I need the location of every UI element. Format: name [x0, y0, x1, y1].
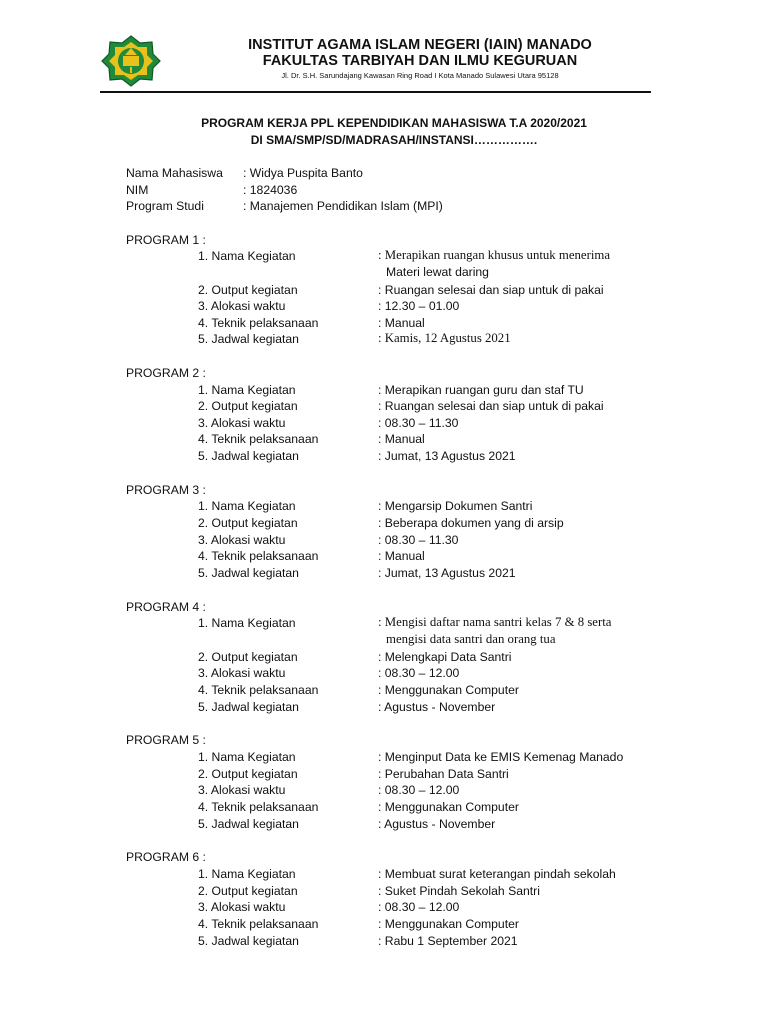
item-value-continuation: Materi lewat daring	[386, 265, 489, 279]
item-value: : Suket Pindah Sekolah Santri	[378, 884, 540, 898]
item-label: 3. Alokasi waktu	[198, 666, 286, 680]
item-label: 4. Teknik pelaksanaan	[198, 432, 319, 446]
item-label: 1. Nama Kegiatan	[198, 249, 296, 263]
item-value: : Jumat, 13 Agustus 2021	[378, 449, 516, 463]
item-value: : Ruangan selesai dan siap untuk di pakai	[378, 399, 604, 413]
item-label: 4. Teknik pelaksanaan	[198, 549, 319, 563]
faculty-name: FAKULTAS TARBIYAH DAN ILMU KEGURUAN	[262, 53, 578, 69]
item-label: 1. Nama Kegiatan	[198, 867, 296, 881]
student-nim-value: : 1824036	[243, 183, 298, 197]
student-name-label: Nama Mahasiswa	[126, 166, 223, 180]
item-value: : 08.30 – 11.30	[378, 533, 459, 547]
item-label: 2. Output kegiatan	[198, 884, 298, 898]
item-label: 3. Alokasi waktu	[198, 416, 286, 430]
item-value: : Membuat surat keterangan pindah sekolah	[378, 867, 616, 881]
item-label: 2. Output kegiatan	[198, 283, 298, 297]
item-label: 2. Output kegiatan	[198, 399, 298, 413]
header-divider	[100, 91, 651, 93]
item-value: : Mengarsip Dokumen Santri	[378, 499, 533, 513]
item-label: 3. Alokasi waktu	[198, 783, 286, 797]
item-value: : Agustus - November	[378, 817, 496, 831]
item-value: : Ruangan selesai dan siap untuk di pakai	[378, 283, 604, 297]
student-name-value: : Widya Puspita Banto	[243, 166, 363, 180]
item-value: : Menggunakan Computer	[378, 683, 519, 697]
program-heading: PROGRAM 5 :	[126, 733, 206, 747]
item-label: 1. Nama Kegiatan	[198, 499, 296, 513]
item-label: 4. Teknik pelaksanaan	[198, 917, 319, 931]
program-heading: PROGRAM 1 :	[126, 233, 206, 247]
item-label: 5. Jadwal kegiatan	[198, 449, 299, 463]
item-value: : Menggunakan Computer	[378, 917, 519, 931]
item-label: 1. Nama Kegiatan	[198, 616, 296, 630]
item-value: : Manual	[378, 316, 425, 330]
item-label: 2. Output kegiatan	[198, 516, 298, 530]
institution-address: Jl. Dr. S.H. Sarundajang Kawasan Ring Road I Kota Manado Sulawesi Utara 95128	[281, 71, 559, 80]
item-value: : 08.30 – 11.30	[378, 416, 459, 430]
program-heading: PROGRAM 2 :	[126, 366, 206, 380]
student-program-value: : Manajemen Pendidikan Islam (MPI)	[243, 199, 443, 213]
item-value: : Menggunakan Computer	[378, 800, 519, 814]
item-label: 1. Nama Kegiatan	[198, 750, 296, 764]
item-label: 5. Jadwal kegiatan	[198, 566, 299, 580]
item-value: : Merapikan ruangan guru dan staf TU	[378, 383, 584, 397]
item-value: : Manual	[378, 432, 425, 446]
program-heading: PROGRAM 3 :	[126, 483, 206, 497]
item-value: : Rabu 1 September 2021	[378, 934, 518, 948]
document-subtitle: DI SMA/SMP/SD/MADRASAH/INSTANSI…………….	[250, 133, 538, 147]
program-heading: PROGRAM 4 :	[126, 600, 206, 614]
item-label: 5. Jadwal kegiatan	[198, 332, 299, 346]
student-program-label: Program Studi	[126, 199, 204, 213]
iain-manado-logo-icon	[100, 34, 162, 88]
item-value: : Beberapa dokumen yang di arsip	[378, 516, 564, 530]
item-label: 4. Teknik pelaksanaan	[198, 316, 319, 330]
institution-name: INSTITUT AGAMA ISLAM NEGERI (IAIN) MANADO	[248, 37, 592, 53]
item-value: : Jumat, 13 Agustus 2021	[378, 566, 516, 580]
item-value: : Menginput Data ke EMIS Kemenag Manado	[378, 750, 624, 764]
item-label: 3. Alokasi waktu	[198, 299, 286, 313]
item-value: : Mengisi daftar nama santri kelas 7 & 8 serta	[378, 615, 612, 629]
item-value: : Manual	[378, 549, 425, 563]
item-value: : Merapikan ruangan khusus untuk menerima	[378, 248, 611, 262]
document-title: PROGRAM KERJA PPL KEPENDIDIKAN MAHASISWA T.A 2020/2021	[201, 116, 587, 130]
item-value: : 08.30 – 12.00	[378, 900, 460, 914]
program-heading: PROGRAM 6 :	[126, 850, 206, 864]
item-value: : 08.30 – 12.00	[378, 666, 460, 680]
item-label: 3. Alokasi waktu	[198, 900, 286, 914]
item-label: 1. Nama Kegiatan	[198, 383, 296, 397]
item-value: : Kamis, 12 Agustus 2021	[378, 331, 511, 345]
item-label: 4. Teknik pelaksanaan	[198, 800, 319, 814]
item-value: : Agustus - November	[378, 700, 496, 714]
item-value: : 12.30 – 01.00	[378, 299, 460, 313]
item-value: : 08.30 – 12.00	[378, 783, 460, 797]
item-label: 3. Alokasi waktu	[198, 533, 286, 547]
item-label: 5. Jadwal kegiatan	[198, 934, 299, 948]
item-label: 2. Output kegiatan	[198, 650, 298, 664]
item-value: : Perubahan Data Santri	[378, 767, 509, 781]
item-label: 5. Jadwal kegiatan	[198, 700, 299, 714]
item-value-continuation: mengisi data santri dan orang tua	[386, 632, 556, 646]
item-label: 5. Jadwal kegiatan	[198, 817, 299, 831]
student-nim-label: NIM	[126, 183, 149, 197]
item-label: 4. Teknik pelaksanaan	[198, 683, 319, 697]
item-value: : Melengkapi Data Santri	[378, 650, 512, 664]
item-label: 2. Output kegiatan	[198, 767, 298, 781]
